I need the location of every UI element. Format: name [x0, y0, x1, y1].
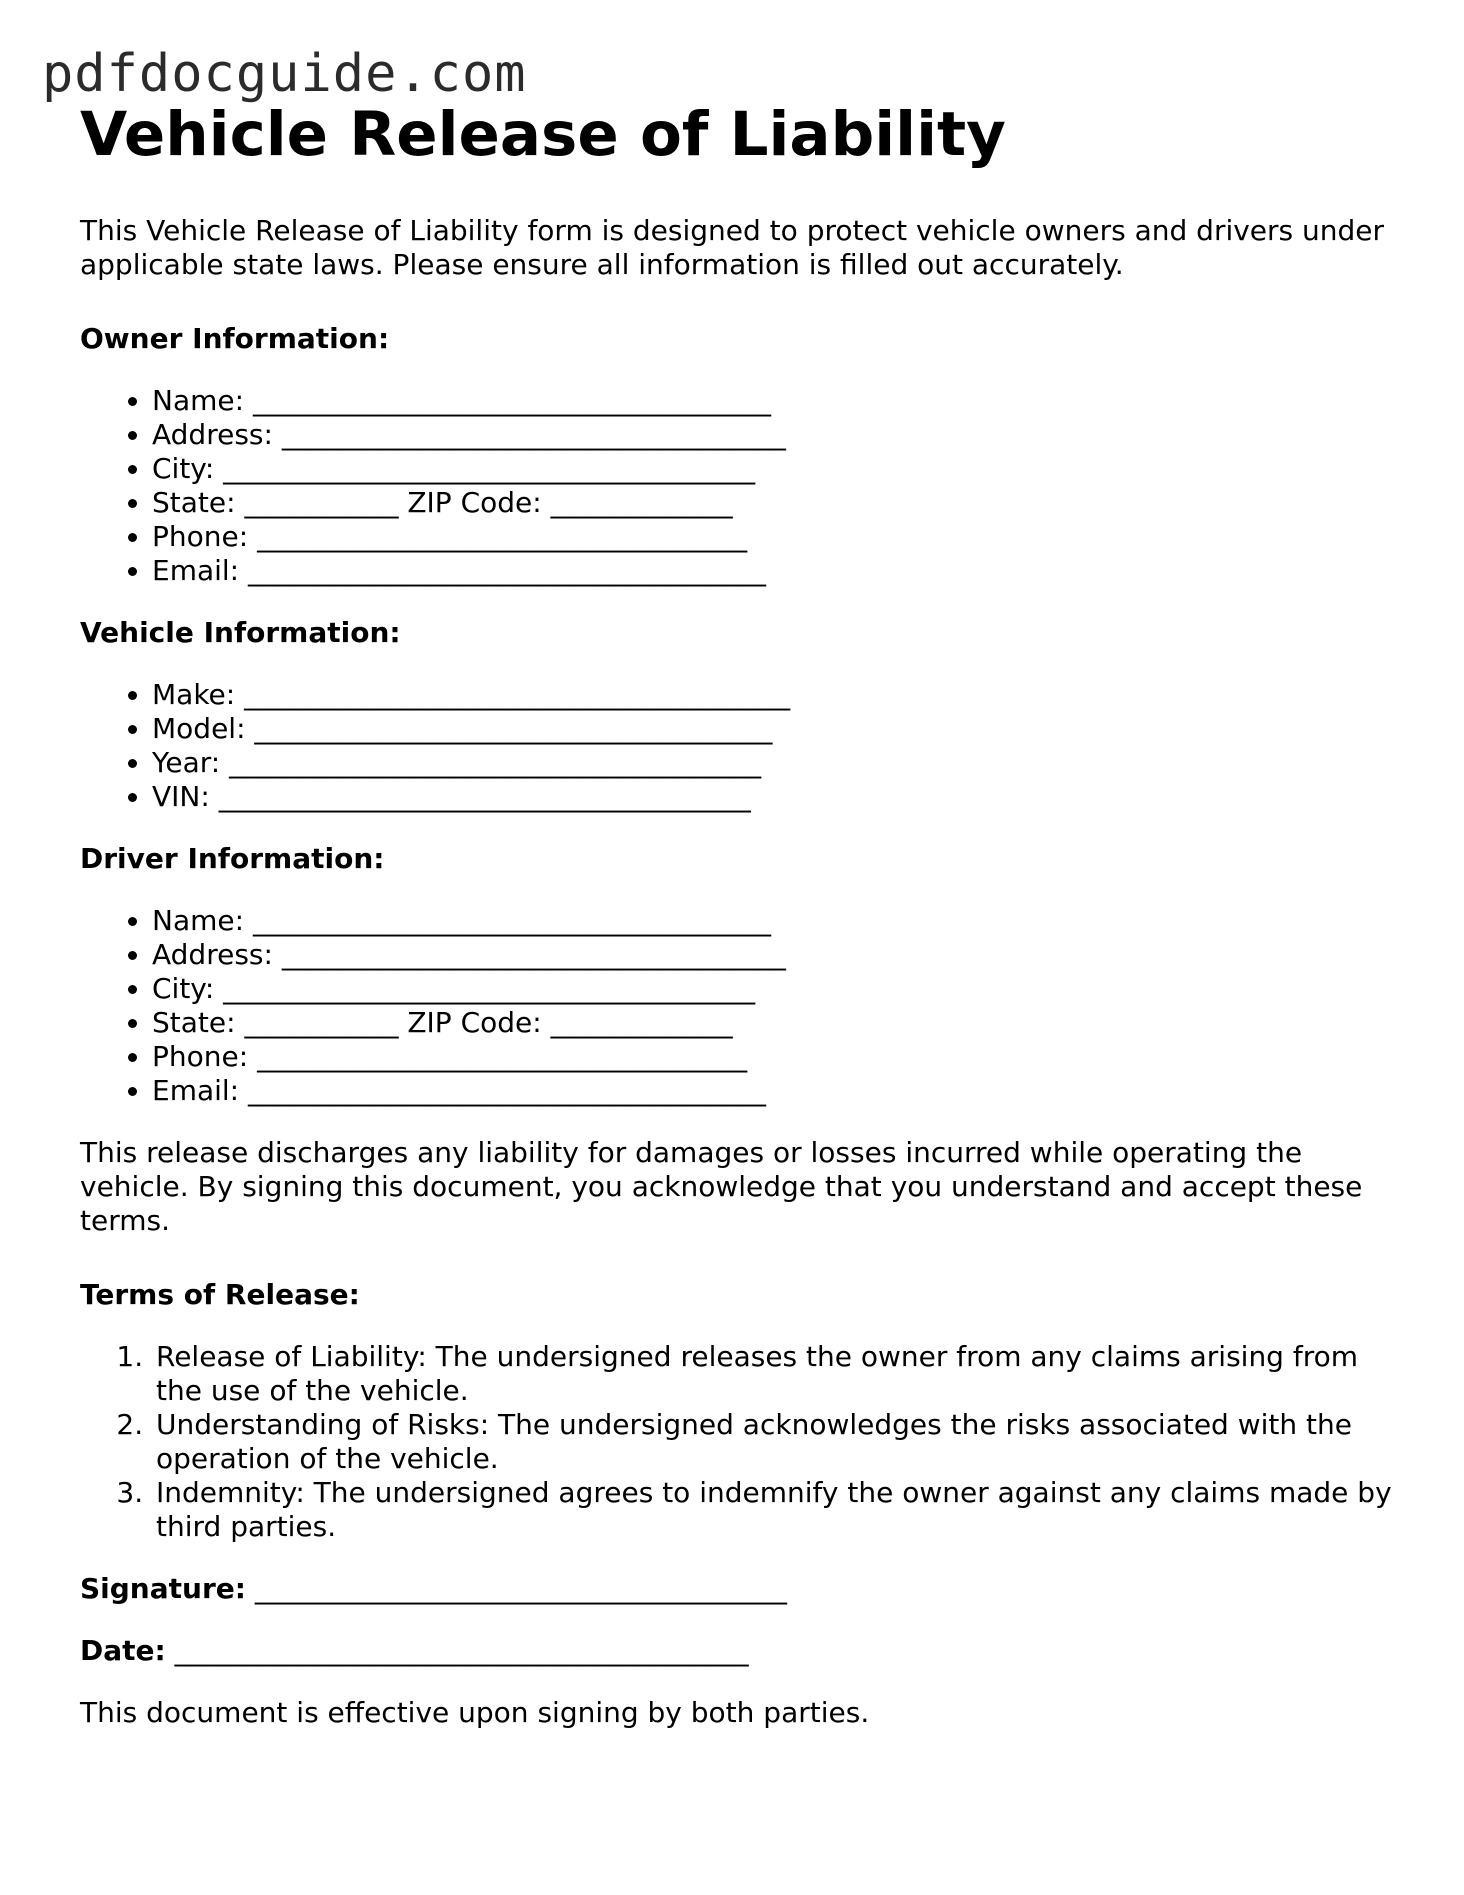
- driver-section-heading: Driver Information:: [80, 842, 385, 876]
- vehicle-model-field[interactable]: • Model: _____________________________________: [152, 712, 1400, 746]
- closing-paragraph: This document is effective upon signing by both parties.: [80, 1696, 870, 1730]
- signature-label: Signature:: [80, 1572, 246, 1606]
- date-label: Date:: [80, 1634, 166, 1668]
- document-page: [80, 100, 1400, 1770]
- term-item: 1. Release of Liability: The undersigned releases the owner from any claims arising from the use of the vehicle.: [152, 1340, 1400, 1408]
- watermark: pdfdocguide.com: [42, 44, 527, 104]
- owner-phone-field[interactable]: • Phone: ___________________________________: [152, 520, 1400, 554]
- owner-city-field[interactable]: • City: ______________________________________: [152, 452, 1400, 486]
- terms-list: [80, 1340, 1400, 1544]
- vehicle-make-field[interactable]: • Make: _______________________________________: [152, 678, 1400, 712]
- release-paragraph: This release discharges any liability for damages or losses incurred while operating the vehicle. By signing this document, you acknowledge that you understand and accept these terms.: [80, 1136, 1363, 1238]
- driver-address-field[interactable]: • Address: ____________________________________: [152, 938, 1400, 972]
- driver-email-field[interactable]: • Email: _____________________________________: [152, 1074, 1400, 1108]
- vehicle-year-field[interactable]: • Year: ______________________________________: [152, 746, 1400, 780]
- driver-fields-list: [80, 904, 1400, 1108]
- signature-field[interactable]: ______________________________________: [254, 1572, 787, 1606]
- term-item: 3. Indemnity: The undersigned agrees to indemnify the owner against any claims made by third parties.: [152, 1476, 1400, 1544]
- intro-paragraph: This Vehicle Release of Liability form is designed to protect vehicle owners and drivers under applicable state laws. Please ensure all information is filled out accurately.: [80, 214, 1385, 282]
- terms-section-heading: Terms of Release:: [80, 1278, 360, 1312]
- term-item: 2. Understanding of Risks: The undersigned acknowledges the risks associated with the operation of the vehicle.: [152, 1408, 1400, 1476]
- owner-name-field[interactable]: • Name: _____________________________________: [152, 384, 1400, 418]
- owner-email-field[interactable]: • Email: _____________________________________: [152, 554, 1400, 588]
- driver-name-field[interactable]: • Name: _____________________________________: [152, 904, 1400, 938]
- driver-phone-field[interactable]: • Phone: ___________________________________: [152, 1040, 1400, 1074]
- date-field[interactable]: _________________________________________: [174, 1634, 749, 1668]
- date-row: [80, 1634, 1400, 1668]
- vehicle-fields-list: [80, 678, 1400, 814]
- vehicle-vin-field[interactable]: • VIN: ______________________________________: [152, 780, 1400, 814]
- owner-fields-list: [80, 384, 1400, 588]
- owner-address-field[interactable]: • Address: ____________________________________: [152, 418, 1400, 452]
- owner-state-zip-field[interactable]: • State: ___________ ZIP Code: _____________: [152, 486, 1400, 520]
- owner-section-heading: Owner Information:: [80, 322, 390, 356]
- driver-city-field[interactable]: • City: ______________________________________: [152, 972, 1400, 1006]
- page-title: Vehicle Release of Liability: [80, 99, 1006, 170]
- signature-row: [80, 1572, 1400, 1606]
- vehicle-section-heading: Vehicle Information:: [80, 616, 401, 650]
- driver-state-zip-field[interactable]: • State: ___________ ZIP Code: _____________: [152, 1006, 1400, 1040]
